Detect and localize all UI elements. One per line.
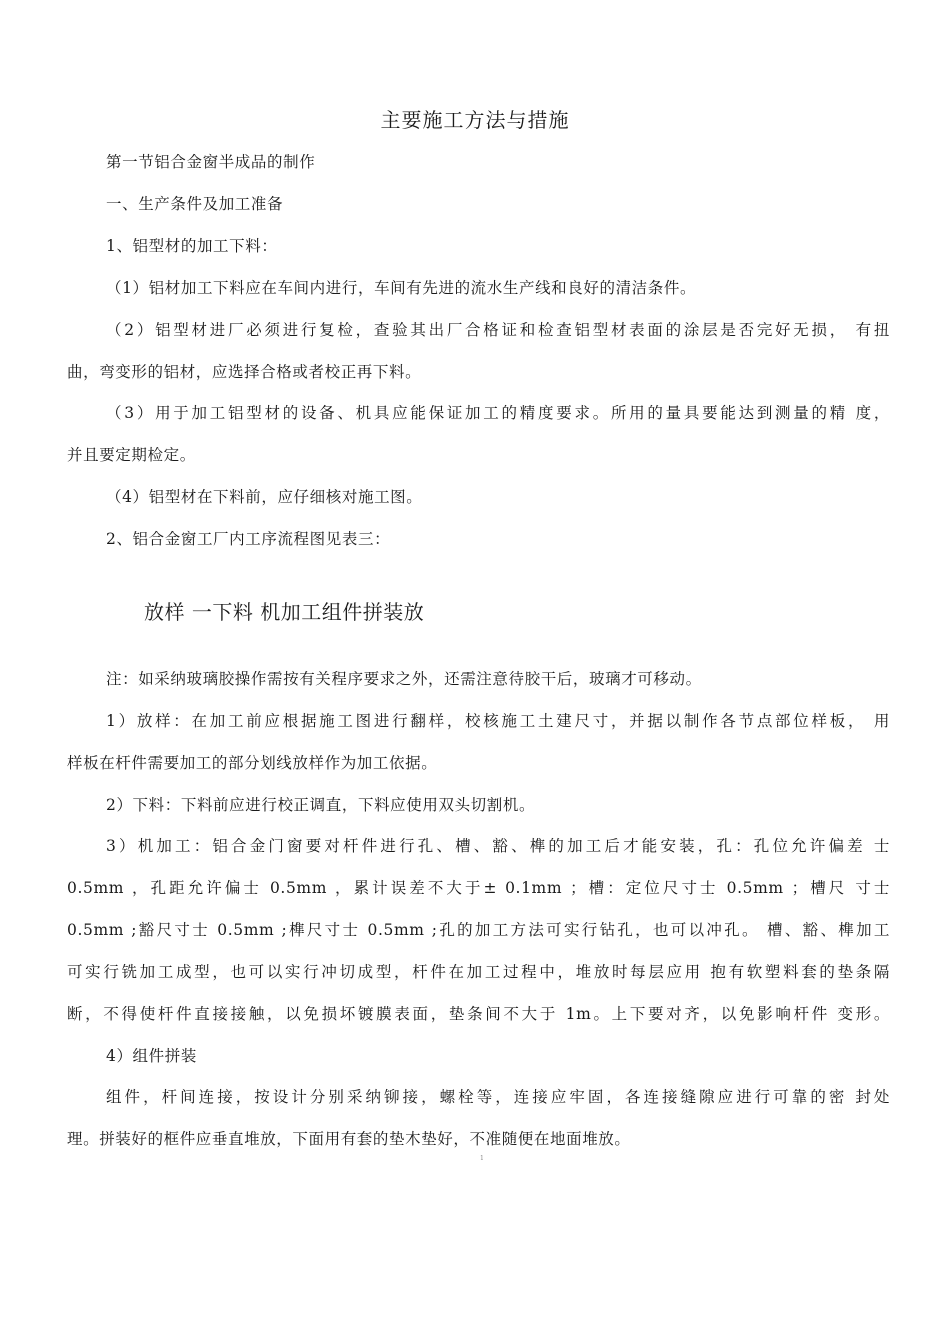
- step-4-line-1: 组件，杆间连接，按设计分别采纳铆接，螺栓等，连接应牢固，各连接缝隙应进行可靠的密 封处: [106, 1088, 890, 1106]
- item-heading-2: 2、铝合金窗工厂内工序流程图见表三：: [106, 530, 391, 548]
- process-flow: 放样 一下料 机加工组件拼装放: [144, 600, 425, 624]
- paragraph-1: （1）铝材加工下料应在车间内进行，车间有先进的流水生产线和良好的清洁条件。: [106, 279, 697, 297]
- step-4-heading: 4）组件拼装: [106, 1047, 197, 1065]
- section-heading: 第一节铝合金窗半成品的制作: [106, 153, 316, 171]
- subsection-heading: 一、生产条件及加工准备: [106, 195, 284, 213]
- step-3-line-5: 断，不得使杆件直接接触，以免损坏镀膜表面，垫条间不大于 1m。上下要对齐，以免影响杆件 变形。: [67, 1005, 890, 1023]
- paragraph-4: （4）铝型材在下料前，应仔细核对施工图。: [106, 488, 423, 506]
- step-3-line-2: 0.5mm ，孔距允许偏士 0.5mm ，累计误差不大于± 0.1mm ；槽：定位尺寸士 0.5mm ；槽尺 寸士: [67, 879, 890, 897]
- step-3-line-4: 可实行铣加工成型，也可以实行冲切成型，杆件在加工过程中，堆放时每层应用 抱有软塑料套的垫条隔: [67, 963, 890, 981]
- page-number: 1: [480, 1155, 484, 1162]
- page-title: 主要施工方法与措施: [380, 108, 570, 132]
- step-2: 2）下料：下料前应进行校正调直，下料应使用双头切割机。: [106, 796, 536, 814]
- paragraph-3-line-2: 并且要定期检定。: [67, 446, 196, 464]
- paragraph-3-line-1: （3）用于加工铝型材的设备、机具应能保证加工的精度要求。所用的量具要能达到测量的精 度，: [106, 404, 890, 422]
- step-4-line-2: 理。拼装好的框件应垂直堆放，下面用有套的垫木垫好，不准随便在地面堆放。: [67, 1130, 631, 1148]
- step-1-line-2: 样板在杆件需要加工的部分划线放样作为加工依据。: [67, 754, 438, 772]
- paragraph-2-line-2: 曲，弯变形的铝材，应选择合格或者校正再下料。: [67, 363, 422, 381]
- step-3-line-1: 3）机加工：铝合金门窗要对杆件进行孔、槽、豁、榫的加工后才能安装，孔：孔位允许偏差 士: [106, 837, 890, 855]
- note-paragraph: 注：如采纳玻璃胶操作需按有关程序要求之外，还需注意待胶干后，玻璃才可移动。: [106, 670, 702, 688]
- paragraph-2-line-1: （2）铝型材进厂必须进行复检，查验其出厂合格证和检查铝型材表面的涂层是否完好无损， 有扭: [106, 321, 890, 339]
- step-3-line-3: 0.5mm ;豁尺寸士 0.5mm ;榫尺寸士 0.5mm ;孔的加工方法可实行钻孔，也可以冲孔。 槽、豁、榫加工: [67, 921, 890, 939]
- step-1-line-1: 1）放样：在加工前应根据施工图进行翻样，校核施工土建尺寸，并据以制作各节点部位样板， 用: [106, 712, 890, 730]
- item-heading-1: 1、铝型材的加工下料：: [106, 237, 278, 255]
